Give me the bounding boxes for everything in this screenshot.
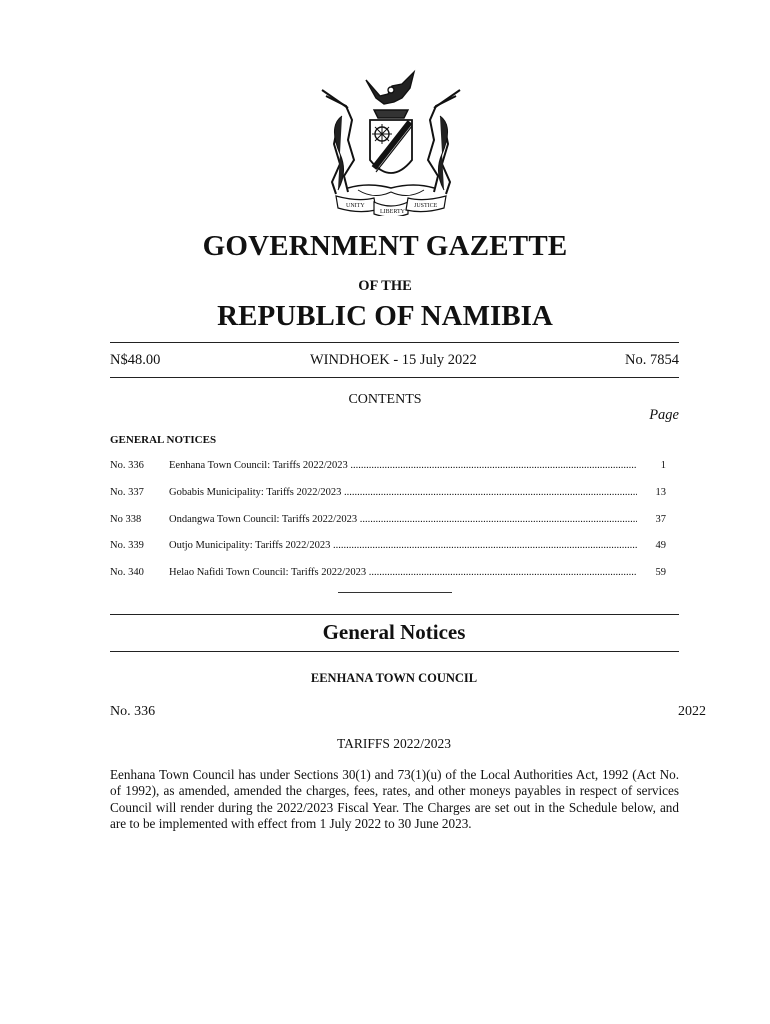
- toc-row[interactable]: [110, 567, 679, 583]
- toc-number: No. 340: [110, 567, 144, 578]
- notice-year: 2022: [678, 704, 706, 719]
- svg-text:JUSTICE: JUSTICE: [414, 203, 438, 209]
- gazette-title: GOVERNMENT GAZETTE: [202, 230, 568, 262]
- info-bottom-rule: [110, 377, 679, 378]
- toc-number: No. 336: [110, 460, 144, 471]
- gazette-number: No. 7854: [625, 352, 679, 368]
- namibia-coat-of-arms-icon: [318, 64, 464, 216]
- toc-title: Eenhana Town Council: Tariffs 2022/2023 .....: [169, 460, 637, 471]
- gazette-subtitle: OF THE: [358, 278, 412, 294]
- general-notices-heading: General Notices: [322, 620, 466, 644]
- contents-section-heading: GENERAL NOTICES: [110, 434, 217, 446]
- toc-number: No 338: [110, 514, 142, 525]
- toc-page: 37: [655, 514, 666, 525]
- section-bottom-rule: [110, 651, 679, 652]
- toc-row[interactable]: [110, 540, 679, 556]
- toc-row[interactable]: [110, 460, 679, 476]
- toc-title: Ondangwa Town Council: Tariffs 2022/2023 .....: [169, 514, 637, 525]
- top-rule: [110, 342, 679, 343]
- toc-title: Gobabis Municipality: Tariffs 2022/2023 .....: [169, 487, 637, 498]
- notice-number: No. 336: [110, 704, 156, 719]
- toc-page: 59: [655, 567, 666, 578]
- toc-title: Helao Nafidi Town Council: Tariffs 2022/2023 .....: [169, 567, 637, 578]
- toc-page: 13: [655, 487, 666, 498]
- notice-title: TARIFFS 2022/2023: [336, 736, 452, 751]
- toc-number: No. 339: [110, 540, 144, 551]
- contents-end-divider: [338, 592, 452, 593]
- toc-row[interactable]: [110, 514, 679, 530]
- svg-text:LIBERTY: LIBERTY: [380, 209, 405, 215]
- toc-title: Outjo Municipality: Tariffs 2022/2023 .....: [169, 540, 637, 551]
- place-date: WINDHOEK - 15 July 2022: [310, 352, 477, 368]
- council-name: EENHANA TOWN COUNCIL: [310, 671, 478, 685]
- contents-heading: CONTENTS: [348, 392, 422, 407]
- page-column-label: Page: [649, 407, 679, 423]
- svg-text:UNITY: UNITY: [346, 203, 365, 209]
- country-title: REPUBLIC OF NAMIBIA: [217, 300, 553, 332]
- toc-number: No. 337: [110, 487, 144, 498]
- toc-page: 49: [655, 540, 666, 551]
- price: N$48.00: [110, 352, 161, 368]
- section-top-rule: [110, 614, 679, 615]
- toc-page: 1: [660, 460, 666, 471]
- toc-row[interactable]: [110, 487, 679, 503]
- notice-body-paragraph: Eenhana Town Council has under Sections 30(1) and 73(1)(u) of the Local Authorities Act, 1992 (Act No. of 1992), as amended, amended the charges, fees, rates, and other moneys payables in respect of services Council will render during the 2022/2023 Fiscal Year. The Charges are set out in the Schedule below, and are to be implemented with effect from 1 July 2022 to 30 June 2023.: [110, 767, 679, 832]
